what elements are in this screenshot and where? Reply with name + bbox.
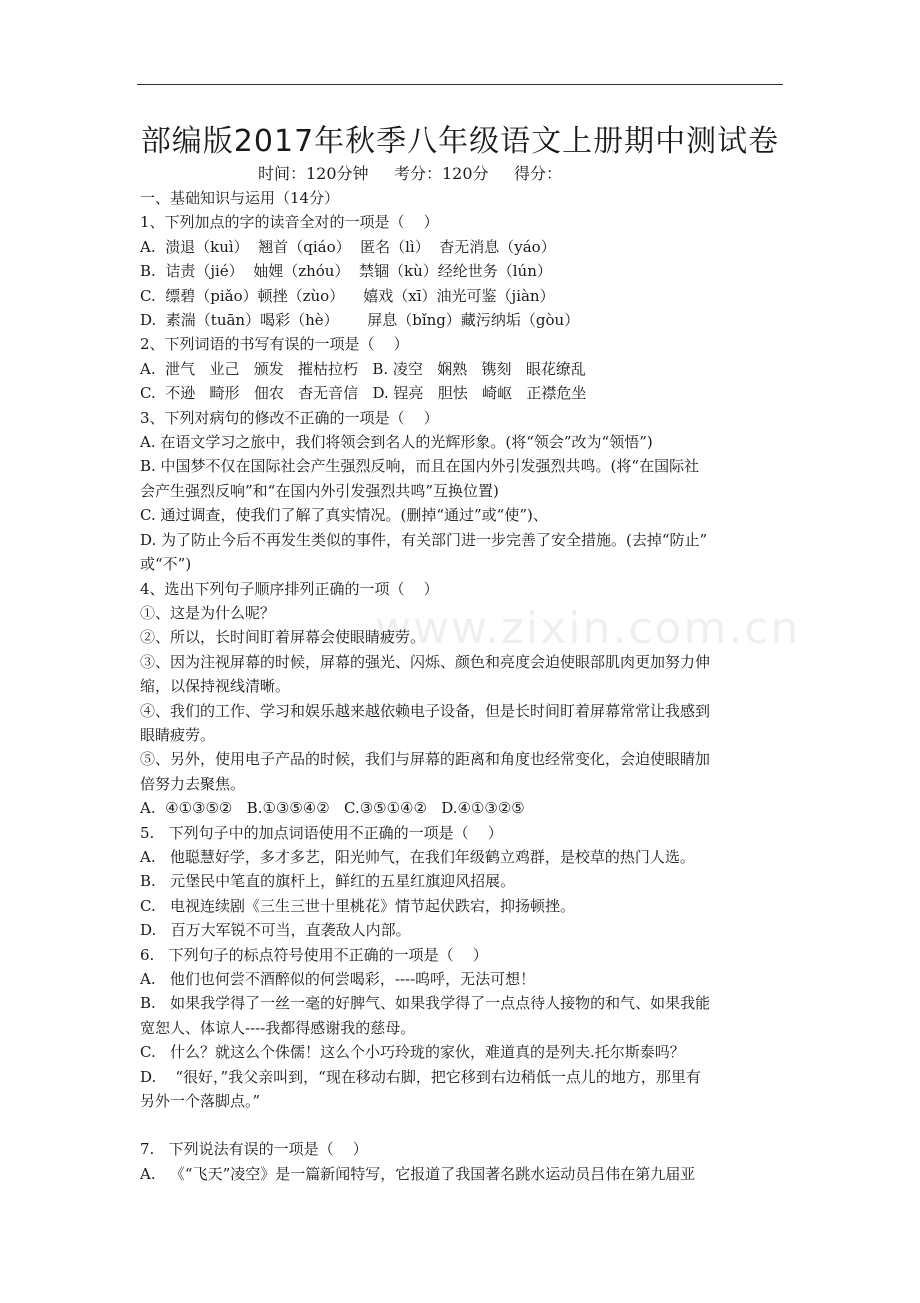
text-line: 5. 下列句子中的加点词语使用不正确的一项是（ ） [140,823,503,842]
text-line: 会产生强烈反响”和“在国内外引发强烈共鸣”互换位置) [140,481,499,500]
text-line: A. 《“飞天”凌空》是一篇新闻特写，它报道了我国著名跳水运动员吕伟在第九届亚 [140,1164,696,1183]
text-line: 4、选出下列句子顺序排列正确的一项（ ） [140,579,439,598]
text-line: B. 诘责（jié） 妯娌（zhóu） 禁锢（kù）经纶世务（lún） [140,262,552,281]
text-line: D. 百万大军锐不可当，直袭敌人内部。 [140,921,411,940]
text-line: 7. 下列说法有误的一项是（ ） [140,1140,368,1159]
text-line: 另外一个落脚点。” [140,1092,261,1111]
blank-line [140,1113,780,1137]
text-line: D. 素湍（tuān）喝彩（hè） 屏息（bǐng）藏污纳垢（gòu） [140,311,580,330]
text-line: ①、这是为什么呢？ [140,603,276,622]
text-line: C. 电视连续剧《三生三世十里桃花》情节起伏跌宕，抑扬顿挫。 [140,896,576,915]
page-title: 部编版2017年秋季八年级语文上册期中测试卷 [140,124,780,159]
text-line: 6. 下列句子的标点符号使用不正确的一项是（ ） [140,945,488,964]
exam-body [140,186,780,1186]
watermark: www.zixin.com.cn [375,603,801,654]
exam-meta: 时间：120分钟 考分：120分 得分： [258,164,562,183]
text-line: ③、因为注视屏幕的时候，屏幕的强光、闪烁、颜色和亮度会迫使眼部肌肉更加努力伸 [140,652,711,671]
text-line: ④、我们的工作、学习和娱乐越来越依赖电子设备，但是长时间盯着屏幕常常让我感到 [140,701,711,720]
text-line: B. 如果我学得了一丝一毫的好脾气、如果我学得了一点点待人接物的和气、如果我能 [140,994,711,1013]
text-line: D. 为了防止今后不再发生类似的事件，有关部门进一步完善了安全措施。(去掉“防止” [140,530,708,549]
text-line: 1、下列加点的字的读音全对的一项是（ ） [140,213,439,232]
text-line: C. 不逊 畸形 佃农 杳无音信 D. 锃亮 胆怯 崎岖 正襟危坐 [140,384,587,403]
text-line: A. 溃退（kuì） 翘首（qiáo） 匿名（lì） 杳无消息（yáo） [140,237,556,256]
text-line: 2、下列词语的书写有误的一项是（ ） [140,335,409,354]
header-rule [137,84,783,85]
text-line: B. 元堡民中笔直的旗杆上，鲜红的五星红旗迎风招展。 [140,872,516,891]
text-line: 3、下列对病句的修改不正确的一项是（ ） [140,408,439,427]
text-line: 倍努力去聚焦。 [140,774,246,793]
text-line: A. 泄气 业己 颁发 摧枯拉朽 B. 凌空 娴熟 镌刻 眼花缭乱 [140,359,586,378]
text-line: C. 什么？就这么个侏儒！这么个小巧玲珑的家伙，难道真的是列夫.托尔斯泰吗？ [140,1043,685,1062]
text-line: B. 中国梦不仅在国际社会产生强烈反响，而且在国内外引发强烈共鸣。(将“在国际社 [140,457,700,476]
text-line: 一、基础知识与运用（14分） [140,189,340,207]
text-line: 缩，以保持视线清晰。 [140,677,291,696]
text-line: 眼睛疲劳。 [140,725,216,744]
text-line: A. ④①③⑤② B.①③⑤④② C.③⑤①④② D.④①③②⑤ [140,799,525,818]
text-line: A. 他聪慧好学，多才多艺，阳光帅气，在我们年级鹤立鸡群，是校草的热门人选。 [140,847,695,866]
text-line: A. 他们也何尝不酒醉似的何尝喝彩，----呜呼，无法可想！ [140,970,536,988]
text-line: A. 在语文学习之旅中，我们将领会到名人的光辉形象。(将“领会”改为“领悟”) [140,433,653,452]
text-line: 宽恕人、体谅人----我都得感谢我的慈母。 [140,1018,416,1037]
text-line: C. 缥碧（piǎo）顿挫（zùo） 嬉戏（xī）油光可鉴（jiàn） [140,286,555,305]
text-line: 或“不”) [140,555,192,574]
text-line: C. 通过调查，使我们了解了真实情况。(删掉“通过”或“使”)、 [140,506,548,525]
text-line: ⑤、另外，使用电子产品的时候，我们与屏幕的距离和角度也经常变化，会迫使眼睛加 [140,750,711,769]
text-line: D. “很好，”我父亲叫到，“现在移动右脚，把它移到右边稍低一点儿的地方，那里有 [140,1067,701,1086]
text-line: ②、所以，长时间盯着屏幕会使眼睛疲劳。 [140,628,426,647]
